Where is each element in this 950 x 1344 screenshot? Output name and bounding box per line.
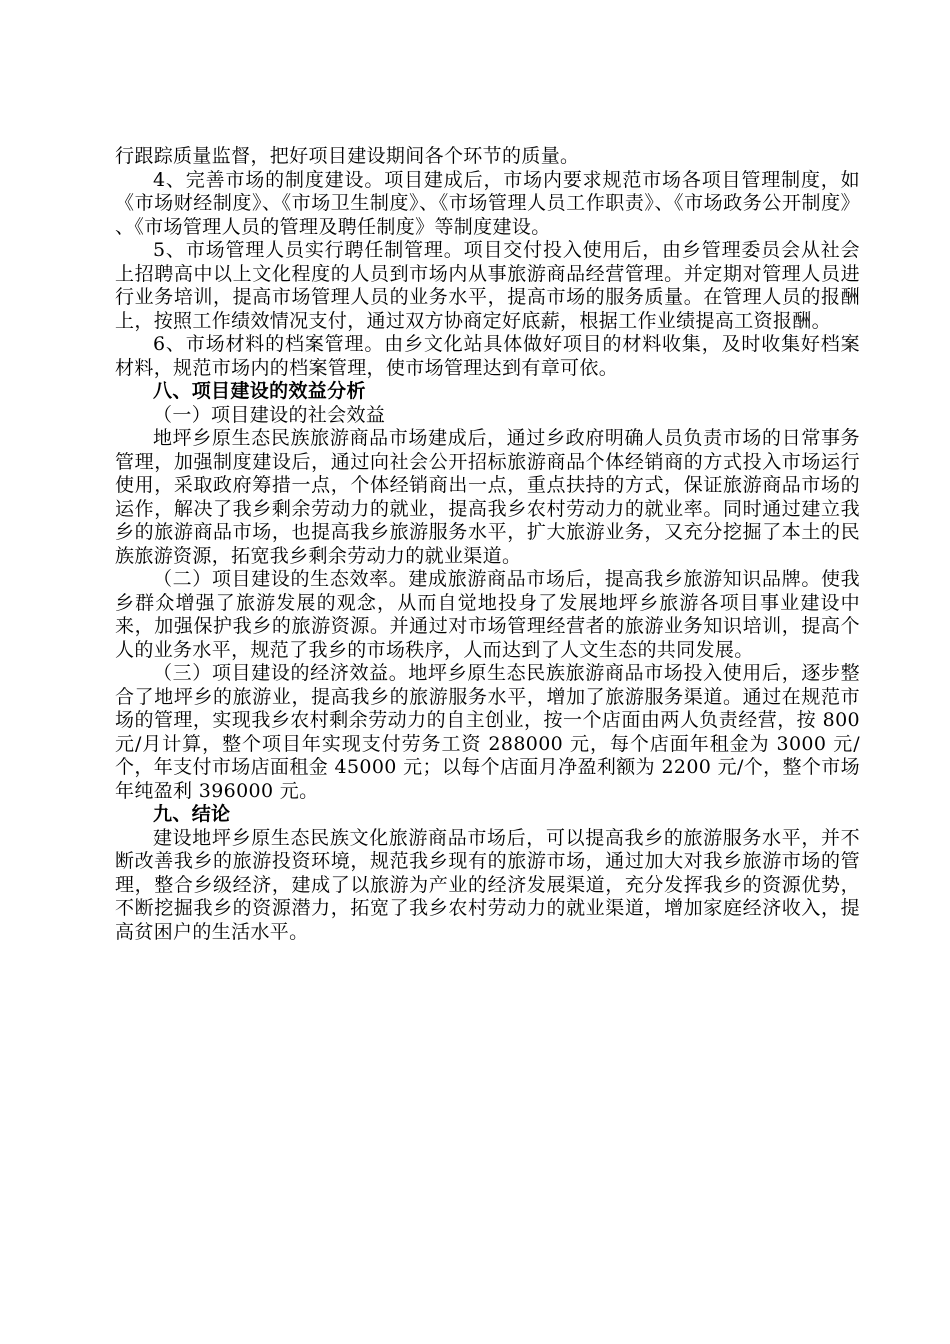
paragraph-conclusion: 建设地坪乡原生态民族文化旅游商品市场后，可以提高我乡的旅游服务水平，并不断改善我乡的旅游投资环境，规范我乡现有的旅游市场，通过加大对我乡旅游市场的管理，整合乡级经济，建成了以旅游为产业的经济发展渠道，充分发挥我乡的资源优势，不断挖掘我乡的资源潜力，拓宽了我乡农村劳动力的就业渠道，增加家庭经济收入，提高贫困户的生活水平。 [115, 826, 860, 943]
paragraph-continuation: 行跟踪质量监督，把好项目建设期间各个环节的质量。 [115, 145, 580, 167]
paragraph-ecological-benefit: （二）项目建设的生态效率。建成旅游商品市场后，提高我乡旅游知识品牌。使我乡群众增强了旅游发展的观念，从而自觉地投身了发展地坪乡旅游各项目事业建设中来，加强保护我乡的旅游资源。并通过对市场管理经营者的旅游业务知识培训，提高个人的业务水平，规范了我乡的市场秩序，人而达到了人文生态的共同发展。 [115, 568, 860, 661]
document-page [115, 145, 860, 944]
section-heading-benefit-analysis: 八、项目建设的效益分析 [153, 380, 366, 402]
subsection-heading-social-benefit: （一）项目建设的社会效益 [153, 403, 386, 426]
paragraph-archive-management: 6、市场材料的档案管理。由乡文化站具体做好项目的材料收集，及时收集好档案材料，规范市场内的档案管理，使市场管理达到有章可依。 [115, 333, 860, 379]
section-heading-conclusion: 九、结论 [153, 803, 231, 825]
paragraph-social-benefit: 地坪乡原生态民族旅游商品市场建成后，通过乡政府明确人员负责市场的日常事务管理，加强制度建设后，通过向社会公开招标旅游商品个体经销商的方式投入市场运行使用，采取政府筹措一点，个体经销商出一点，重点扶持的方式，保证旅游商品市场的运作，解决了我乡剩余劳动力的就业，提高我乡农村劳动力的就业率。同时通过建立我乡的旅游商品市场，也提高我乡旅游服务水平，扩大旅游业务，又充分挖掘了本土的民族旅游资源，拓宽我乡剩余劳动力的就业渠道。 [115, 427, 860, 567]
paragraph-economic-benefit: （三）项目建设的经济效益。地坪乡原生态民族旅游商品市场投入使用后，逐步整合了地坪乡的旅游业，提高我乡的旅游服务水平，增加了旅游服务渠道。通过在规范市场的管理，实现我乡农村剩余劳动力的自主创业，按一个店面由两人负责经营，按 800 元/月计算，整个项目年实现支付劳务工资 288000 元，每个店面年租金为 3000 元/个，年支付市场店面租金 45000 元；以每个店面月净盈利额为 2200 元/个，整个市场年纯盈利 396000 元。 [115, 662, 860, 802]
paragraph-staff-hiring: 5、市场管理人员实行聘任制管理。项目交付投入使用后，由乡管理委员会从社会上招聘高中以上文化程度的人员到市场内从事旅游商品经营管理。并定期对管理人员进行业务培训，提高市场管理人员的业务水平，提高市场的服务质量。在管理人员的报酬上，按照工作绩效情况支付，通过双方协商定好底薪，根据工作业绩提高工资报酬。 [115, 239, 860, 332]
paragraph-market-rules: 4、完善市场的制度建设。项目建成后，市场内要求规范市场各项目管理制度，如《市场财经制度》、《市场卫生制度》、《市场管理人员工作职责》、《市场政务公开制度》 、《市场管理人员的管理及聘任制度》等制度建设。 [115, 168, 860, 238]
